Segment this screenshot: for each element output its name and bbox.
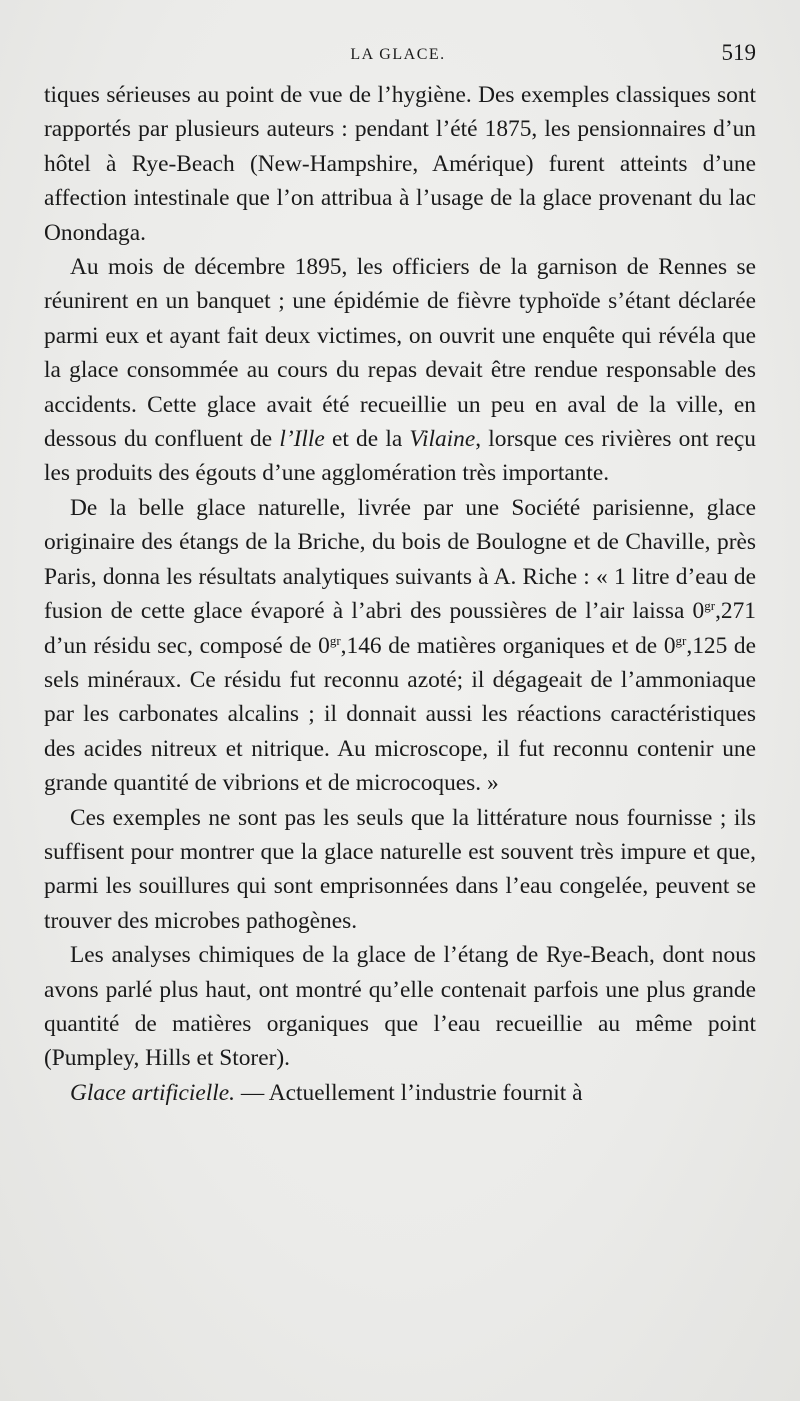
text-span: ,146 de matières organiques et de 0 xyxy=(340,632,676,659)
unit-gram: gr xyxy=(329,632,341,648)
river-name-vilaine: Vilaine xyxy=(409,426,476,453)
unit-gram: gr xyxy=(675,632,687,648)
river-name-ille: l’Ille xyxy=(279,426,325,453)
page-header xyxy=(40,36,756,72)
paragraph-artificial-ice xyxy=(44,1076,756,1110)
text-span: Au mois de décembre 1895, les officiers de la garnison de Rennes se réunirent en un banquet ; une épidémie de fièvre typhoïde s’étant déclarée parmi eux et ayant fait deux victimes, on ouvrit une enquête qui révéla que la glace consommée au cours du repas devait être rendue responsable des accidents. Cette glace avait été recueillie un peu en aval de la ville, en dessous du confluent de xyxy=(44,254,756,453)
page-number: 519 xyxy=(721,40,756,65)
text-span: ,125 de sels minéraux. Ce résidu fut reconnu azoté; il dégageait de l’ammoniaque par les carbonates alcalins ; il donnait aussi les réactions caractéristiques des acides nitreux et nitrique. Au microscope, il fut reconnu contenir une grande quantité de vibrions et de microcoques. » xyxy=(44,632,756,797)
paragraph-riche-analysis xyxy=(44,491,756,801)
text-span: et de la xyxy=(324,426,410,453)
paragraph-pathogenic-microbes: Ces exemples ne sont pas les seuls que la littérature nous fournisse ; ils suffisent pour montrer que la glace naturelle est souvent très impure et que, parmi les souillures qui sont emprisonnées dans l’eau congelée, peuvent se trouver des microbes pathogènes. xyxy=(44,804,756,934)
paragraph-hygiene-examples: tiques sérieuses au point de vue de l’hygiène. Des exemples classiques sont rapportés par plusieurs auteurs : pendant l’été 1875, les pensionnaires d’un hôtel à Rye-Beach (New-Hampshire, Amérique) furent atteints d’une affection intestinale que l’on attribua à l’usage de la glace provenant du lac Onondaga. xyxy=(44,82,756,246)
paragraph-rennes-banquet xyxy=(44,250,756,491)
text-span: — Actuellement l’industrie fournit à xyxy=(234,1079,583,1106)
section-heading-artificial-ice: Glace artificielle. xyxy=(70,1079,235,1106)
paragraph-rye-beach-analysis: Les analyses chimiques de la glace de l’étang de Rye-Beach, dont nous avons parlé plus haut, ont montré qu’elle contenait parfois une plus grande quantité de matières organiques que l’eau recueillie au même point (Pumpley, Hills et Storer). xyxy=(44,942,756,1072)
text-span: , lorsque ces rivières ont reçu les produits des égouts d’une agglomération très importante. xyxy=(44,426,756,487)
text-span: ,271 d’un résidu sec, composé de 0 xyxy=(44,598,756,659)
unit-gram: gr xyxy=(704,598,716,614)
running-title: LA GLACE. xyxy=(350,46,446,63)
text-span: De la belle glace naturelle, livrée par une Société parisienne, glace originaire des étangs de la Briche, du bois de Boulogne et de Chaville, près Paris, donna les résultats analytiques suivants à A. Riche : « 1 litre d’eau de fusion de cette glace évaporé à l’abri des poussières de l’air laissa 0 xyxy=(44,494,756,625)
body-text xyxy=(44,78,756,1110)
